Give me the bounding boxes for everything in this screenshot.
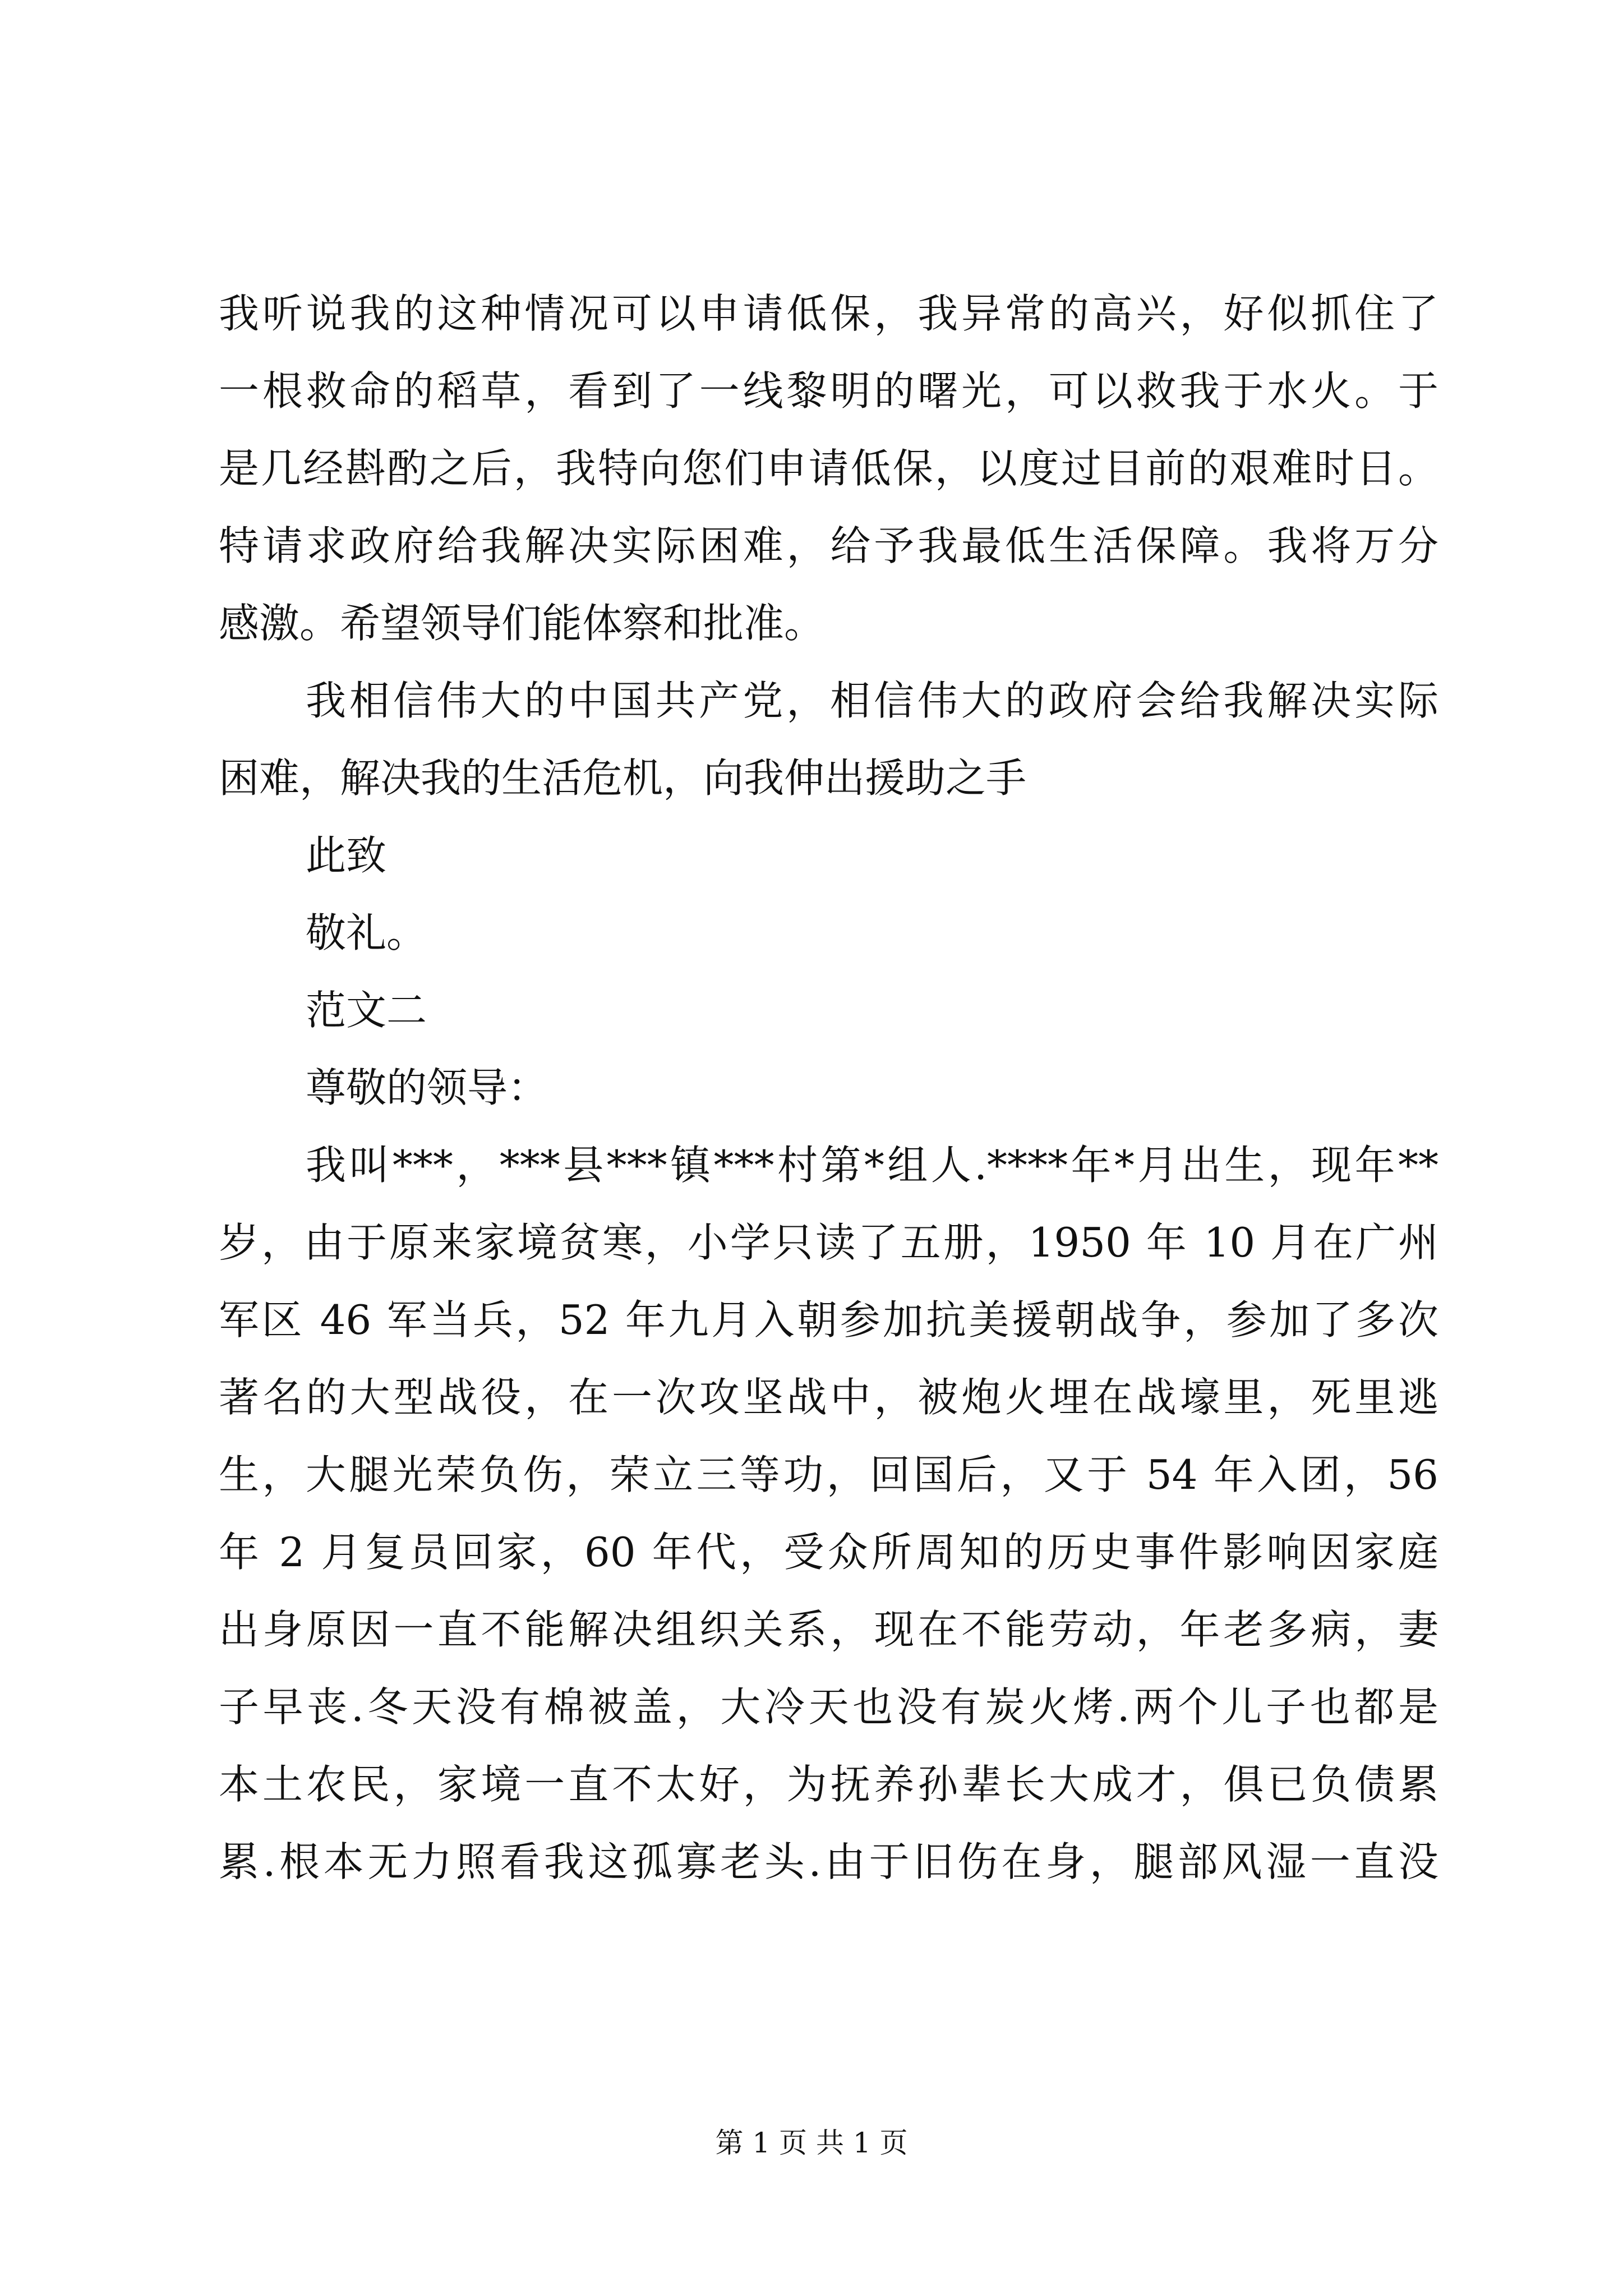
document-body (219, 275, 1438, 1901)
section-heading: 范文二 (306, 987, 427, 1034)
text-line-18: 出身原因一直不能解决组织关系，现在不能劳动，年老多病，妻 (219, 1606, 1438, 1653)
text-line-14: 军区 46 军当兵，52 年九月入朝参加抗美援朝战争，参加了多次 (219, 1296, 1438, 1343)
text-line-3: 是几经斟酌之后，我特向您们申请低保，以度过目前的艰难时日。 (219, 445, 1438, 492)
text-line-5: 感激。希望领导们能体察和批准。 (219, 600, 825, 647)
text-line-2: 一根救命的稻草，看到了一线黎明的曙光，可以救我于水火。于 (219, 367, 1438, 415)
page-footer: 第 1 页 共 1 页 (715, 2127, 908, 2159)
text-line-19: 子早丧.冬天没有棉被盖，大冷天也没有炭火烤.两个儿子也都是 (219, 1683, 1438, 1731)
salutation: 尊敬的领导： (306, 1064, 548, 1111)
text-line-9: 敬礼。 (306, 909, 427, 956)
text-line-17: 年 2 月复员回家，60 年代，受众所周知的历史事件影响因家庭 (219, 1529, 1438, 1576)
text-line-21: 累.根本无力照看我这孤寡老头.由于旧伤在身，腿部风湿一直没 (219, 1838, 1438, 1885)
text-line-13: 岁，由于原来家境贫寒，小学只读了五册，1950 年 10 月在广州 (219, 1219, 1438, 1266)
text-line-7: 困难，解决我的生活危机，向我伸出援助之手 (219, 754, 1027, 802)
text-line-12: 我叫***，***县***镇***村第*组人.****年*月出生，现年** (306, 1142, 1438, 1189)
text-line-6: 我相信伟大的中国共产党，相信伟大的政府会给我解决实际 (306, 677, 1438, 724)
text-line-4: 特请求政府给我解决实际困难，给予我最低生活保障。我将万分 (219, 522, 1438, 569)
text-line-20: 本土农民，家境一直不太好，为抚养孙辈长大成才，俱已负债累 (219, 1761, 1438, 1808)
text-line-16: 生，大腿光荣负伤，荣立三等功，回国后，又于 54 年入团，56 (219, 1451, 1438, 1498)
text-line-15: 著名的大型战役，在一次攻坚战中，被炮火埋在战壕里，死里逃 (219, 1374, 1438, 1421)
text-line-8: 此致 (306, 832, 387, 879)
text-line-1: 我听说我的这种情况可以申请低保，我异常的高兴，好似抓住了 (219, 290, 1438, 337)
